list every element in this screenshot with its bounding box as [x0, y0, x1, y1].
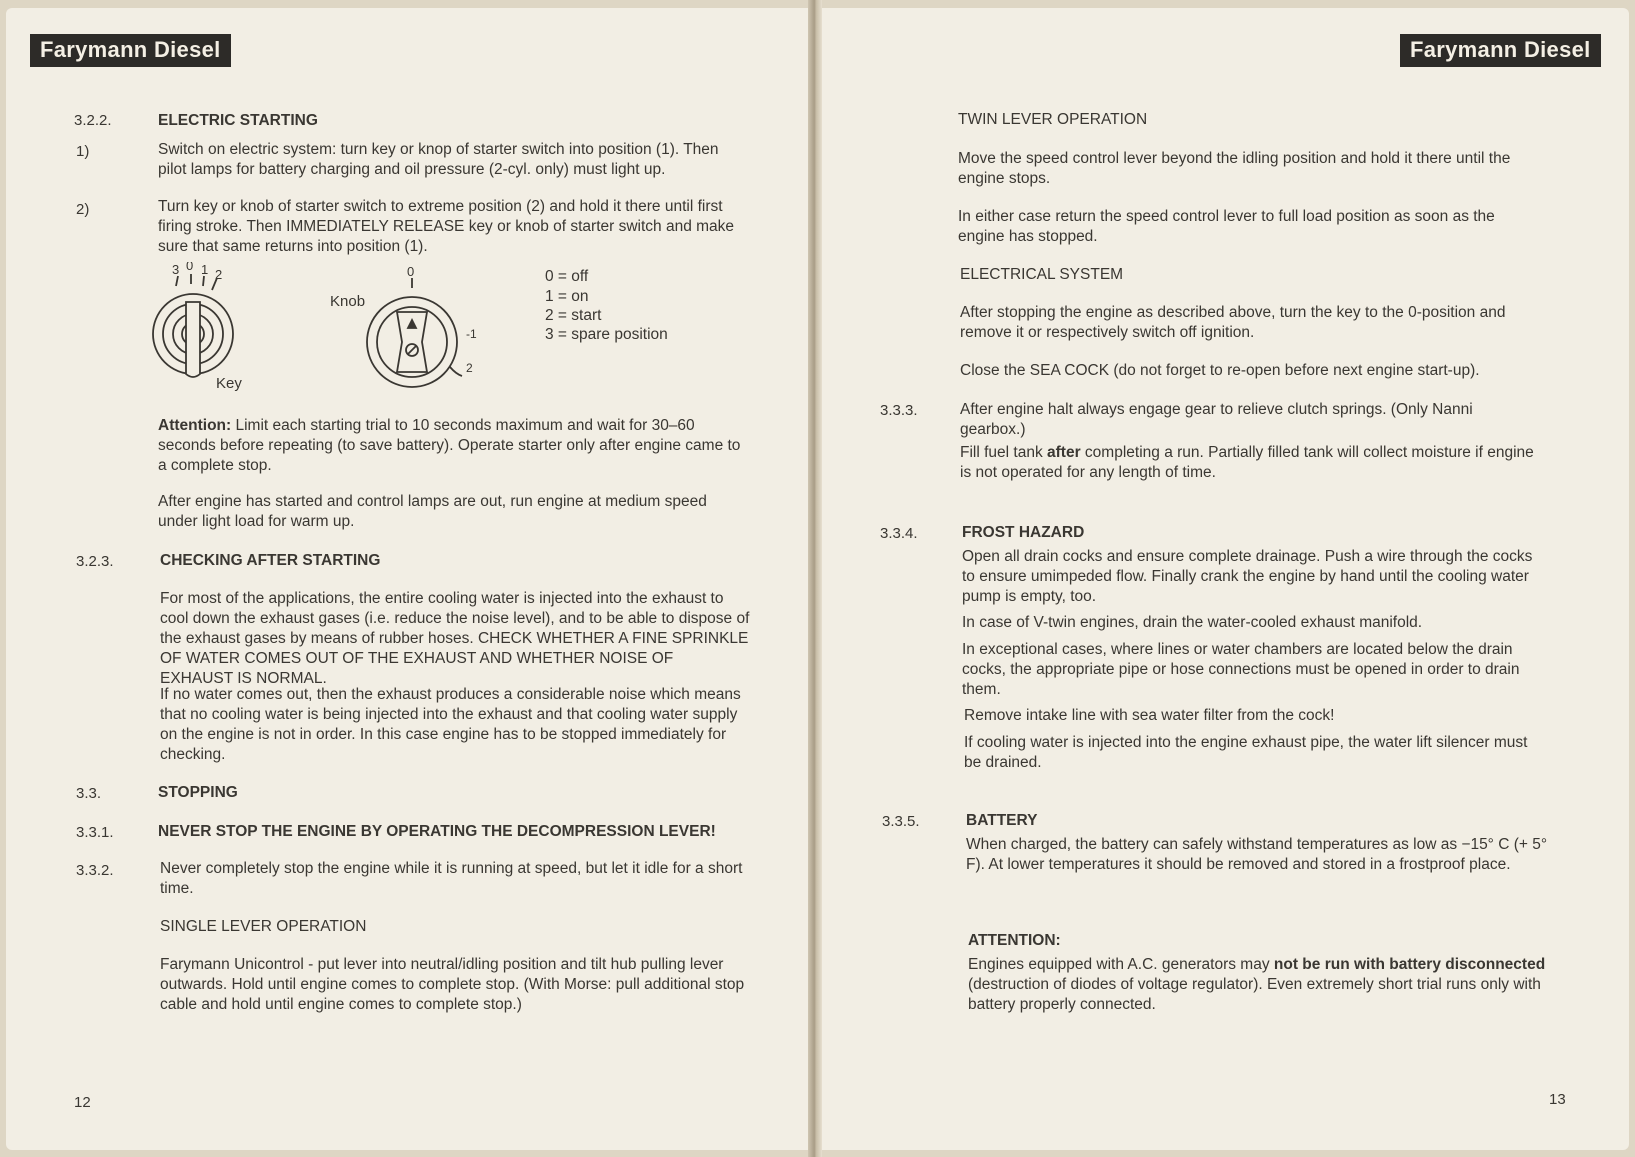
- key-label: Key: [216, 375, 242, 392]
- knob-switch-illustration: [367, 278, 462, 387]
- starter-switch-diagram: [150, 262, 710, 397]
- key-switch-illustration: [153, 274, 233, 377]
- section-number-323: 3.2.3.: [76, 553, 114, 570]
- attention-paragraph: Attention: Limit each starting trial to 10 seconds maximum and wait for 30–60 seconds before repeating (to save battery). Operate starter only after engine came to a complete stop.: [158, 417, 741, 474]
- section-number-334: 3.3.4.: [880, 525, 918, 542]
- key-mark-1: 1: [201, 262, 209, 277]
- electrical-system-text: After stopping the engine as described above, turn the key to the 0-position and remove it or respectively switch off ignition.: [960, 304, 1506, 341]
- either-case-text: In either case return the speed control lever to full load position as soon as the engine has stopped.: [958, 208, 1495, 245]
- fuel-tank-text: Fill fuel tank after completing a run. Partially filled tank will collect moisture if engine is not operated for any length of time.: [960, 444, 1534, 481]
- idle-before-stop-text: Never completely stop the engine while it is running at speed, but let it idle for a short time.: [160, 860, 743, 897]
- after-start-paragraph: After engine has started and control lamps are out, run engine at medium speed under light load for warm up.: [158, 493, 707, 530]
- brand-logo-left: Farymann Diesel: [30, 34, 231, 67]
- engage-gear-text: After engine halt always engage gear to relieve clutch springs. (Only Nanni gearbox.): [960, 401, 1473, 438]
- section-number-335: 3.3.5.: [882, 813, 920, 830]
- single-lever-title: SINGLE LEVER OPERATION: [160, 918, 367, 935]
- twin-lever-text: Move the speed control lever beyond the idling position and hold it there until the engine stops.: [958, 150, 1511, 187]
- knob-mark-minus1: -1: [466, 327, 477, 341]
- knob-label: Knob: [330, 293, 366, 310]
- section-title-checking: CHECKING AFTER STARTING: [160, 552, 381, 569]
- brand-logo-right: Farymann Diesel: [1400, 34, 1601, 67]
- electrical-system-title: ELECTRICAL SYSTEM: [960, 266, 1124, 283]
- alternator-warning-text: Engines equipped with A.C. generators may not be run with battery disconnected (destruction of diodes of voltage regulator). Even extremely short trial runs only with battery properly connected.: [968, 956, 1546, 1013]
- legend-spare: 3 = spare position: [545, 326, 668, 343]
- step-number-1: 1): [76, 143, 90, 160]
- page-number-right: 13: [1549, 1091, 1566, 1108]
- frost-paragraph-3: In exceptional cases, where lines or water chambers are located below the drain cocks, the appropriate pipe or hose connections must be opened in order to drain them.: [962, 641, 1520, 698]
- section-number-322: 3.2.2.: [74, 112, 112, 129]
- frost-paragraph-5: If cooling water is injected into the engine exhaust pipe, the water lift silencer must be drained.: [964, 734, 1528, 771]
- section-number-332: 3.3.2.: [76, 862, 114, 879]
- sea-cock-text: Close the SEA COCK (do not forget to re-open before next engine start-up).: [960, 362, 1480, 379]
- battery-text: When charged, the battery can safely withstand temperatures as low as −15° C (+ 5° F). At lower temperatures it should be removed and stored in a frostproof place.: [966, 836, 1548, 873]
- frost-paragraph-2: In case of V-twin engines, drain the water-cooled exhaust manifold.: [962, 614, 1423, 631]
- legend-on: 1 = on: [545, 288, 589, 305]
- section-number-333: 3.3.3.: [880, 402, 918, 419]
- key-mark-2: 2: [215, 267, 223, 282]
- checking-paragraph-1: For most of the applications, the entire cooling water is injected into the exhaust to cool down the exhaust gases (i.e. reduce the noise level), and to be able to dispose of the exhaust gases by means of rubber hoses. CHECK WHETHER A FINE SPRINKLE OF WATER COMES OUT OF THE EXHAUST AND WHETHER NOISE OF EXHAUST IS NORMAL.: [160, 590, 750, 687]
- page-number-left: 12: [74, 1094, 91, 1111]
- checking-paragraph-2: If no water comes out, then the exhaust produces a considerable noise which means that no cooling water is being injected into the exhaust and that cooling water supply on the engine is not in order. In this case engine has to be stopped immediately for checking.: [160, 686, 741, 763]
- decompression-warning: NEVER STOP THE ENGINE BY OPERATING THE DECOMPRESSION LEVER!: [158, 823, 716, 840]
- key-mark-3: 3: [172, 262, 180, 277]
- key-mark-0: 0: [186, 262, 194, 273]
- section-number-33: 3.3.: [76, 785, 102, 802]
- frost-paragraph-1: Open all drain cocks and ensure complete drainage. Push a wire through the cocks to ensure umimpeded flow. Finally crank the engine by hand until the cooling water pump is empty, too.: [962, 548, 1533, 605]
- section-title-stopping: STOPPING: [158, 784, 238, 801]
- section-number-331: 3.3.1.: [76, 824, 114, 841]
- step-1-text: Switch on electric system: turn key or knop of starter switch into position (1). Then pilot lamps for battery charging and oil pressure (2-cyl. only) must light up.: [158, 141, 719, 178]
- single-lever-text: Farymann Unicontrol - put lever into neutral/idling position and tilt hub pulling lever outwards. Hold until engine comes to complete stop. (With Morse: pull additional stop cable and hold until engine comes to complete stop.): [160, 956, 745, 1013]
- book-gutter: [808, 0, 822, 1157]
- twin-lever-title: TWIN LEVER OPERATION: [958, 111, 1148, 128]
- legend-start: 2 = start: [545, 307, 602, 324]
- section-title-electric-starting: ELECTRIC STARTING: [158, 112, 318, 129]
- section-title-frost: FROST HAZARD: [962, 524, 1085, 541]
- attention-title: ATTENTION:: [968, 932, 1061, 949]
- legend-off: 0 = off: [545, 268, 589, 285]
- section-title-battery: BATTERY: [966, 812, 1038, 829]
- knob-mark-0: 0: [407, 264, 415, 279]
- step-number-2: 2): [76, 201, 90, 218]
- knob-mark-2: 2: [466, 361, 473, 375]
- step-2-text: Turn key or knob of starter switch to extreme position (2) and hold it there until first firing stroke. Then IMMEDIATELY RELEASE key or knob of starter switch and make sure that same returns into position (1).: [158, 198, 735, 255]
- frost-paragraph-4: Remove intake line with sea water filter from the cock!: [964, 707, 1335, 724]
